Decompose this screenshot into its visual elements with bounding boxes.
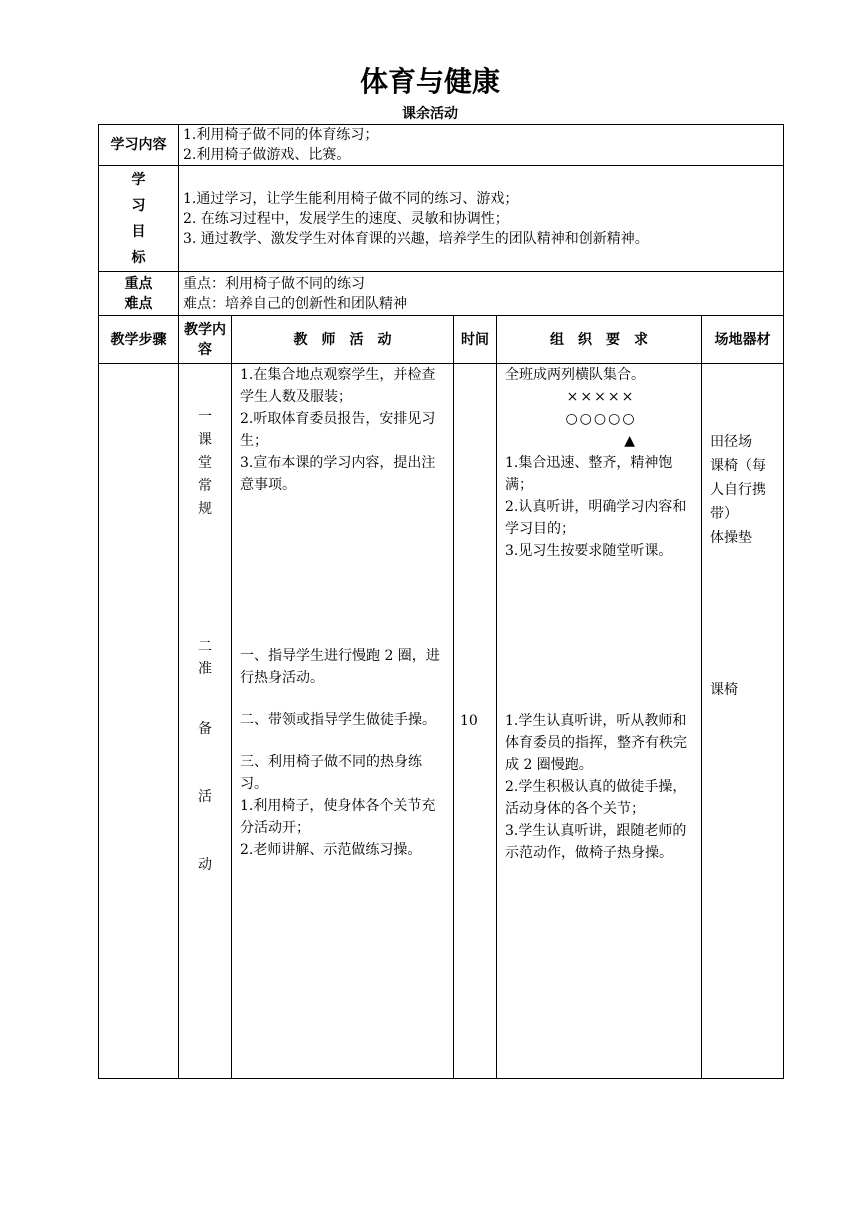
section2-org (505, 710, 697, 864)
header-row (99, 316, 784, 364)
difficulty-text: 难点：培养自己的创新性和团队精神 (183, 295, 407, 312)
goals-label-char: 标 (131, 249, 146, 266)
formation-teacher-marker: ▲ (624, 433, 635, 449)
section-char: 课 (198, 432, 212, 448)
venue-line: 田径场 (710, 434, 752, 450)
org-line: 2.认真听讲，明确学习内容和学习目的； (505, 499, 687, 537)
col-header-teacher: 教 师 活 动 (232, 316, 454, 364)
col-header-step: 教学步骤 (99, 316, 179, 364)
key-points-row (99, 272, 784, 316)
section-char: 堂 (198, 455, 212, 471)
learning-content-line: 1.利用椅子做不同的体育练习； (183, 127, 379, 143)
goal-line: 3. 通过教学、激发学生对体育课的兴趣，培养学生的团队精神和创新精神。 (183, 230, 649, 247)
section1-venue (710, 430, 779, 550)
teacher-line: 1.利用椅子，使身体各个关节充分活动开； (240, 798, 436, 836)
section-char: 一 (198, 409, 212, 425)
section-char: 动 (198, 857, 212, 873)
section1-teacher (240, 364, 449, 496)
teacher-line: 1.在集合地点观察学生，并检查学生人数及服装； (240, 367, 436, 405)
org-line: 1.学生认真听讲，听从教师和体育委员的指挥，整齐有秩完成 2 圈慢跑。 (505, 713, 687, 773)
section2-time: 10 (460, 713, 478, 729)
org-line: 2.学生积极认真的做徒手操，活动身体的各个关节； (505, 779, 687, 817)
lesson-body-row (99, 364, 784, 1079)
venue-line: 体操垫 (710, 530, 752, 546)
goal-line: 2. 在练习过程中，发展学生的速度、灵敏和协调性； (183, 210, 509, 227)
formation-students-row: ××××× (566, 389, 636, 405)
teacher-line: 三、利用椅子做不同的热身练习。 (240, 754, 422, 792)
formation-students-row: ○○○○○ (565, 411, 637, 427)
key-point-text: 重点：利用椅子做不同的练习 (183, 275, 365, 292)
learning-content-label: 学习内容 (99, 125, 179, 166)
content-cell (179, 364, 232, 1079)
teacher-line: 2.老师讲解、示范做练习操。 (240, 842, 422, 858)
col-header-org: 组 织 要 求 (497, 316, 702, 364)
org-line: 全班成两列横队集合。 (505, 367, 645, 383)
teacher-line: 一、指导学生进行慢跑 2 圈，进行热身活动。 (240, 648, 440, 686)
key-label: 重点 (124, 275, 153, 292)
learning-goals-cell (179, 166, 784, 272)
organization-cell (497, 364, 702, 1079)
section-char: 规 (198, 501, 212, 517)
venue-line: 课椅（每人自行携带） (710, 458, 766, 522)
goal-line: 1.通过学习，让学生能利用椅子做不同的练习、游戏； (183, 190, 519, 207)
section2-venue (710, 678, 779, 702)
key-points-cell (179, 272, 784, 316)
difficulty-label: 难点 (124, 295, 153, 312)
step-cell (99, 364, 179, 1079)
col-header-venue: 场地器材 (702, 316, 784, 364)
teacher-line: 3.宣布本课的学习内容，提出注意事项。 (240, 455, 436, 493)
section-char: 备 (198, 721, 212, 737)
teacher-line: 2.听取体育委员报告，安排见习生； (240, 411, 436, 449)
teacher-activity-cell (232, 364, 454, 1079)
section-char: 常 (198, 478, 212, 494)
col-header-time: 时间 (454, 316, 497, 364)
venue-cell (702, 364, 784, 1079)
learning-goals-label (99, 166, 179, 272)
section-char: 准 (198, 661, 212, 677)
section1-org (505, 364, 697, 562)
teacher-line: 二、带领或指导学生做徒手操。 (240, 712, 436, 728)
document-subtitle: 课余活动 (402, 106, 458, 122)
section2-name (179, 636, 231, 876)
time-cell (454, 364, 497, 1079)
section-char: 二 (198, 639, 212, 655)
org-line: 3.见习生按要求随堂听课。 (505, 543, 673, 559)
learning-content-cell (179, 125, 784, 166)
section2-teacher (240, 645, 449, 861)
section1-name (179, 406, 231, 521)
learning-content-row (99, 125, 784, 166)
col-header-content: 教学内容 (179, 316, 232, 364)
key-points-label (99, 272, 179, 316)
document-title: 体育与健康 (359, 65, 500, 98)
org-line: 1.集合迅速、整齐，精神饱满； (505, 455, 673, 493)
goals-label-char: 习 (131, 197, 146, 214)
learning-goals-row (99, 166, 784, 272)
goals-label-char: 目 (131, 223, 146, 240)
section-char: 活 (198, 789, 212, 805)
venue-line: 课椅 (710, 682, 738, 698)
lesson-plan-table (98, 124, 784, 1079)
org-line: 3.学生认真听讲，跟随老师的示范动作，做椅子热身操。 (505, 823, 687, 861)
goals-label-char: 学 (131, 171, 146, 188)
learning-content-line: 2.利用椅子做游戏、比赛。 (183, 147, 351, 163)
